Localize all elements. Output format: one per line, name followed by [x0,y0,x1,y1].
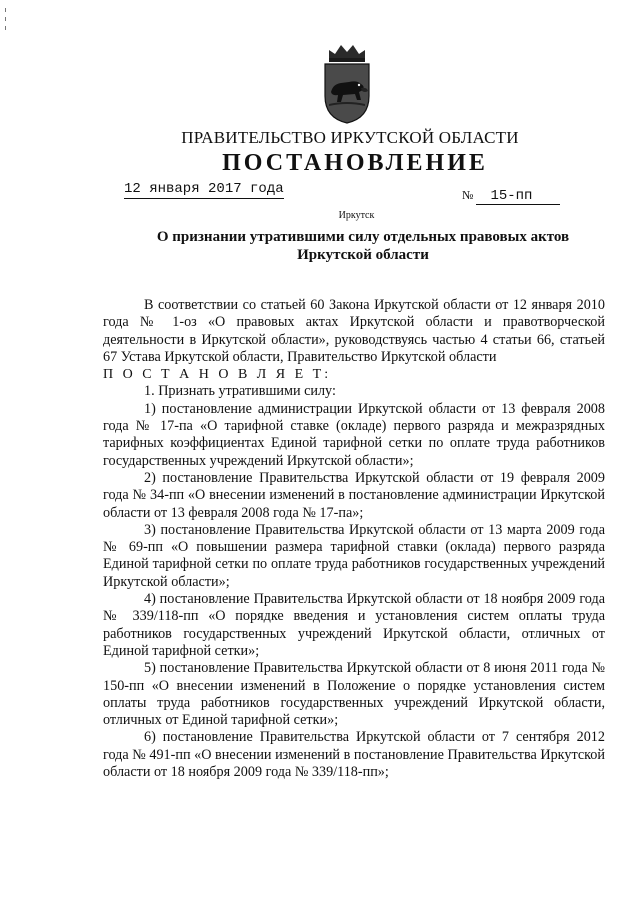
decree-heading: П О С Т А Н О В Л Я Е Т: [103,367,332,383]
scan-margin-mark [4,8,7,38]
subitem-paragraph: 4) постановление Правительства Иркутской области от 18 ноября 2009 года № 339/118-пп «О порядке введения и установления систем оплаты труда работников государственных учреждений Иркутской области, отличных от Единой тарифной сетки»; [103,591,605,659]
document-type: ПОСТАНОВЛЕНИЕ [222,150,488,176]
subitem-paragraph: 3) постановление Правительства Иркутской области от 13 марта 2009 года № 69-пп «О повышении размера тарифной ставки (оклада) первого разряда Единой тарифной сетки по оплате труда работников государственных учреждений Иркутской области»; [103,521,605,590]
number-label: № [462,188,474,202]
irkutsk-coat-of-arms-icon [321,40,373,124]
document-date [124,181,284,197]
item-paragraph: 1. Признать утратившими силу: [144,383,336,400]
organization-name: ПРАВИТЕЛЬСТВО ИРКУТСКОЙ ОБЛАСТИ [181,128,519,147]
title-line: Иркутской области [297,247,429,263]
number-value: 15-пп [476,188,560,205]
date-value: 12 января 2017 года [124,181,284,197]
document-city: Иркутск [338,210,375,221]
subitem-paragraph: 2) постановление Правительства Иркутской области от 19 февраля 2009 года № 34-пп «О внесении изменений в постановление администрации Иркутской области от 13 февраля 2008 года № 17-па»; [103,469,605,521]
preamble-paragraph: В соответствии со статьей 60 Закона Иркутской области от 12 января 2010 года № 1-оз «О правовых актах Иркутской области и правотворческой деятельности в Иркутской области», руководствуясь частью 4 статьи 66, статьей 67 Устава Иркутской области, Правительство Иркутской области [103,297,605,365]
document-number [462,188,560,205]
subitem-paragraph: 1) постановление администрации Иркутской области от 13 февраля 2008 года № 17-па «О тарифной ставке (окладе) первого разряда и межразрядных тарифных коэффициентах Единой тарифной сетки по оплате труда работников государственных учреждений Иркутской области»; [103,400,605,469]
document-body [103,297,605,781]
subitem-paragraph: 6) постановление Правительства Иркутской области от 7 сентября 2012 года № 491-пп «О внесении изменений в постановление Правительства Иркутской области от 18 ноября 2009 года № 339/118-пп»; [103,729,605,781]
title-line: О признании утратившими силу отдельных правовых актов [156,229,570,245]
subitem-paragraph: 5) постановление Правительства Иркутской области от 8 июня 2011 года № 150-пп «О внесении изменений в Положение о порядке установления систем оплаты труда работников государственных учреждений Иркутской области, отличных от Единой тарифной сетки»; [103,660,605,729]
document-title [100,228,626,264]
